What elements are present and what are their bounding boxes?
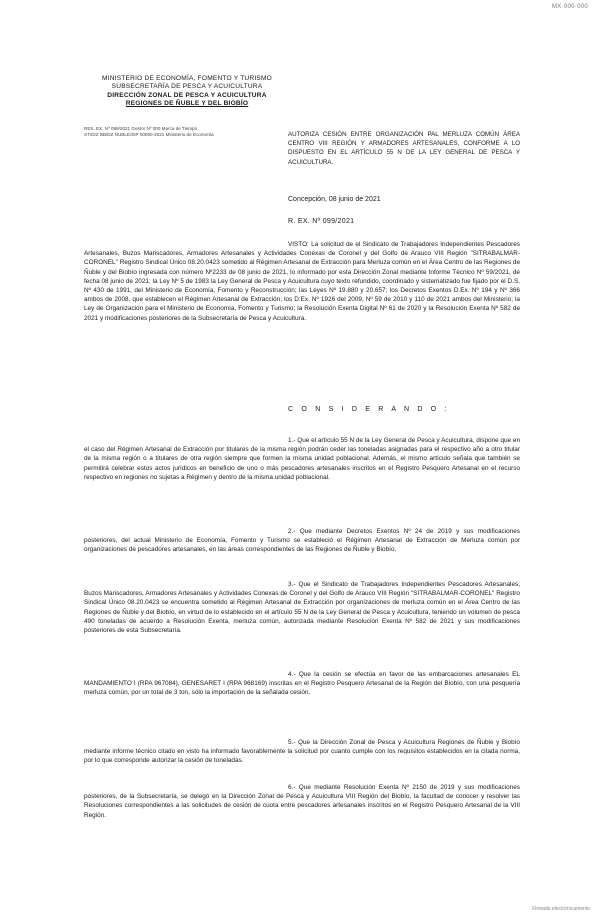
reference-line-1: RES. EX. Nº 099/2021 Gestor Nº 000 Marca de Tiempo bbox=[84, 126, 198, 131]
paragraph-text: 6.- Que mediante Resolución Exenta Nº 2150 de 2019 y sus modificaciones posteriores, de la Subsecretaría, se delegó en la Dirección Zonal de Pesca y Acuicultura VIII Región del Biobío, la facultad de conocer y resolver las Resoluciones correspondientes a las solicitudes de cesión de cuota entre pescadores artesanales inscritos en el Registro Pesquero Artesanal de la VIII Región. bbox=[84, 784, 520, 819]
signature-mark: Firmado electrónicamente bbox=[532, 906, 590, 912]
visto-text: VISTO: La solicitud de el Sindicato de Trabajadores Independientes Pescadores Artesanales, Buzos Mariscadores, Armadores Artesanales y Actividades Conexas de Coronel y del Golfo de Arauco VIII Región "SITRABALMAR-CORONEL" Registro Sindical Único 08.20.0423 sometido al Régimen Artesanal de Extracción para Merluza común en el Área Centro de las Regiones de Ñuble y del Biobío ingresada con número Nº2233 de 08 junio de 2021, lo informado por esta Dirección Zonal mediante Informe Técnico Nº 59/2021, de fecha 08 junio de 2021; la Ley Nº 5 de 1983 la Ley General de Pesca y Acuicultura cuyo texto refundido, coordinado y sistematizado fue fijado por el D.S. Nº 430 de 1991, del Ministerio de Economía, Fomento y Reconstrucción; las Leyes Nº 19.880 y 20.657; los Decretos Exentos D.Ex. Nº 194 y Nº 366 ambos de 2008, que establecen el Régimen Artesanal de Extracción; los D.Ex. Nº 1926 del 2009, Nº 59 de 2010 y 110 de 2021 ambos del Ministerio; la Ley de Organización para el Ministerio de Economía, Fomento y Turismo; la Resolución Exenta Digital Nº 61 de 2020 y la Resolución Exenta Nº 582 de 2021 y modificaciones posteriores de la Subsecretaría de Pesca y Acuicultura. bbox=[84, 241, 520, 322]
considerando-paragraph-2 bbox=[84, 527, 520, 555]
reference-line-2: STI/DZ BB/DZ ÑUBLE/SIP 00000-2021 Ministerio de Economía bbox=[84, 131, 214, 137]
header-line-regiones: REGIONES DE ÑUBLE Y DEL BIOBÍO bbox=[125, 100, 249, 108]
resolution-number: R. EX. Nº 099/2021 bbox=[288, 218, 355, 225]
considerando-paragraph-6 bbox=[84, 783, 520, 820]
paragraph-text: 3.- Que el Sindicato de Trabajadores Independientes Pescadores Artesanales, Buzos Mariscadores, Armadores Artesanales y Actividades Conexas de Coronel y del Golfo de Arauco VIII Región "SITRABALMAR-CORONEL" Registro Sindical Único 08.20.0423 se encuentra sometido al Régimen Artesanal de Extracción por organizaciones de merluza común en el Área Centro de las Regiones de Ñuble y del Biobío, en virtud de lo establecido en el artículo 55 N de la Ley General de Pesca y Acuicultura, teniendo un volumen de pesca 490 toneladas de acuerdo a Resolución Exenta, merluza común, autorizada mediante Resolución Exenta Nº 582 de 2021 y sus modificaciones posteriores de esta Subsecretaría. bbox=[84, 581, 520, 635]
considerando-paragraph-1 bbox=[84, 436, 520, 482]
visto-paragraph bbox=[84, 240, 520, 323]
considerando-paragraph-4 bbox=[84, 670, 520, 698]
header-line-ministry: MINISTERIO DE ECONOMÍA, FOMENTO Y TURISMO bbox=[101, 75, 272, 82]
header-line-direccion: DIRECCIÓN ZONAL DE PESCA Y ACUICULTURA bbox=[107, 91, 267, 99]
reference-block bbox=[84, 126, 284, 137]
paragraph-text: 1.- Que el artículo 55 N de la Ley General de Pesca y Acuicultura, dispone que en el caso del Régimen Artesanal de Extracción por titulares de la misma región podrán ceder las toneladas asignadas para el respectivo año a otro titular de la misma región o a titulares de otra región siempre que formen la misma unidad poblacional. Además, el mismo artículo señala que también se permitirá celebrar estos actos jurídicos en beneficio de uno o más pescadores artesanales inscritos en el Registro Pesquero Artesanal en el recurso respectivo en regiones no sujetas a Régimen y dentro de la misma unidad poblacional. bbox=[84, 437, 520, 481]
considerando-paragraph-3 bbox=[84, 580, 520, 635]
considerando-paragraph-5 bbox=[84, 738, 520, 766]
institution-header bbox=[82, 75, 292, 109]
paragraph-text: 5.- Que la Dirección Zonal de Pesca y Acuicultura Regiones de Ñuble y Biobío mediante informe técnico citado en visto ha informado favorablemente la solicitud por cuanto cumple con los requisitos establecidos en la citada norma, por lo que corresponde autorizar la cesión de toneladas. bbox=[84, 739, 520, 765]
page-number: MX·000·000 bbox=[551, 4, 588, 10]
paragraph-text: 4.- Que la cesión se efectúa en favor de las embarcaciones artesanales EL MANDAMIENTO I (RPA 967084), GENESARET I (RPA 968169) inscritas en el Registro Pesquero Artesanal de la Región del Biobío, con una pesquería merluza común, por un total de 3 ton, sólo la importación de la señalada cesión. bbox=[84, 671, 520, 697]
date-line: Concepción, 08 junio de 2021 bbox=[288, 196, 381, 203]
resolution-subject: AUTORIZA CESIÓN ENTRE ORGANIZACIÓN PAL MERLUZA COMÚN ÁREA CENTRO VIII REGIÓN Y ARMADORES ARTESANALES, CONFORME A LO DISPUESTO EN EL ARTÍCULO 55 N DE LA LEY GENERAL DE PESCA Y ACUICULTURA. bbox=[288, 131, 520, 166]
paragraph-text: 2.- Que mediante Decretos Exentos Nº 24 de 2019 y sus modificaciones posteriores, del actual Ministerio de Economía, Fomento y Turismo se estableció el Régimen Artesanal de Extracción de Merluza común por organizaciones de pescadores artesanales, en las áreas correspondientes de las Regiones de Ñuble y Biobío. bbox=[84, 528, 520, 554]
header-line-subsecretaria: SUBSECRETARÍA DE PESCA Y ACUICULTURA bbox=[111, 83, 263, 91]
considerando-heading: C O N S I D E R A N D O : bbox=[288, 406, 450, 413]
